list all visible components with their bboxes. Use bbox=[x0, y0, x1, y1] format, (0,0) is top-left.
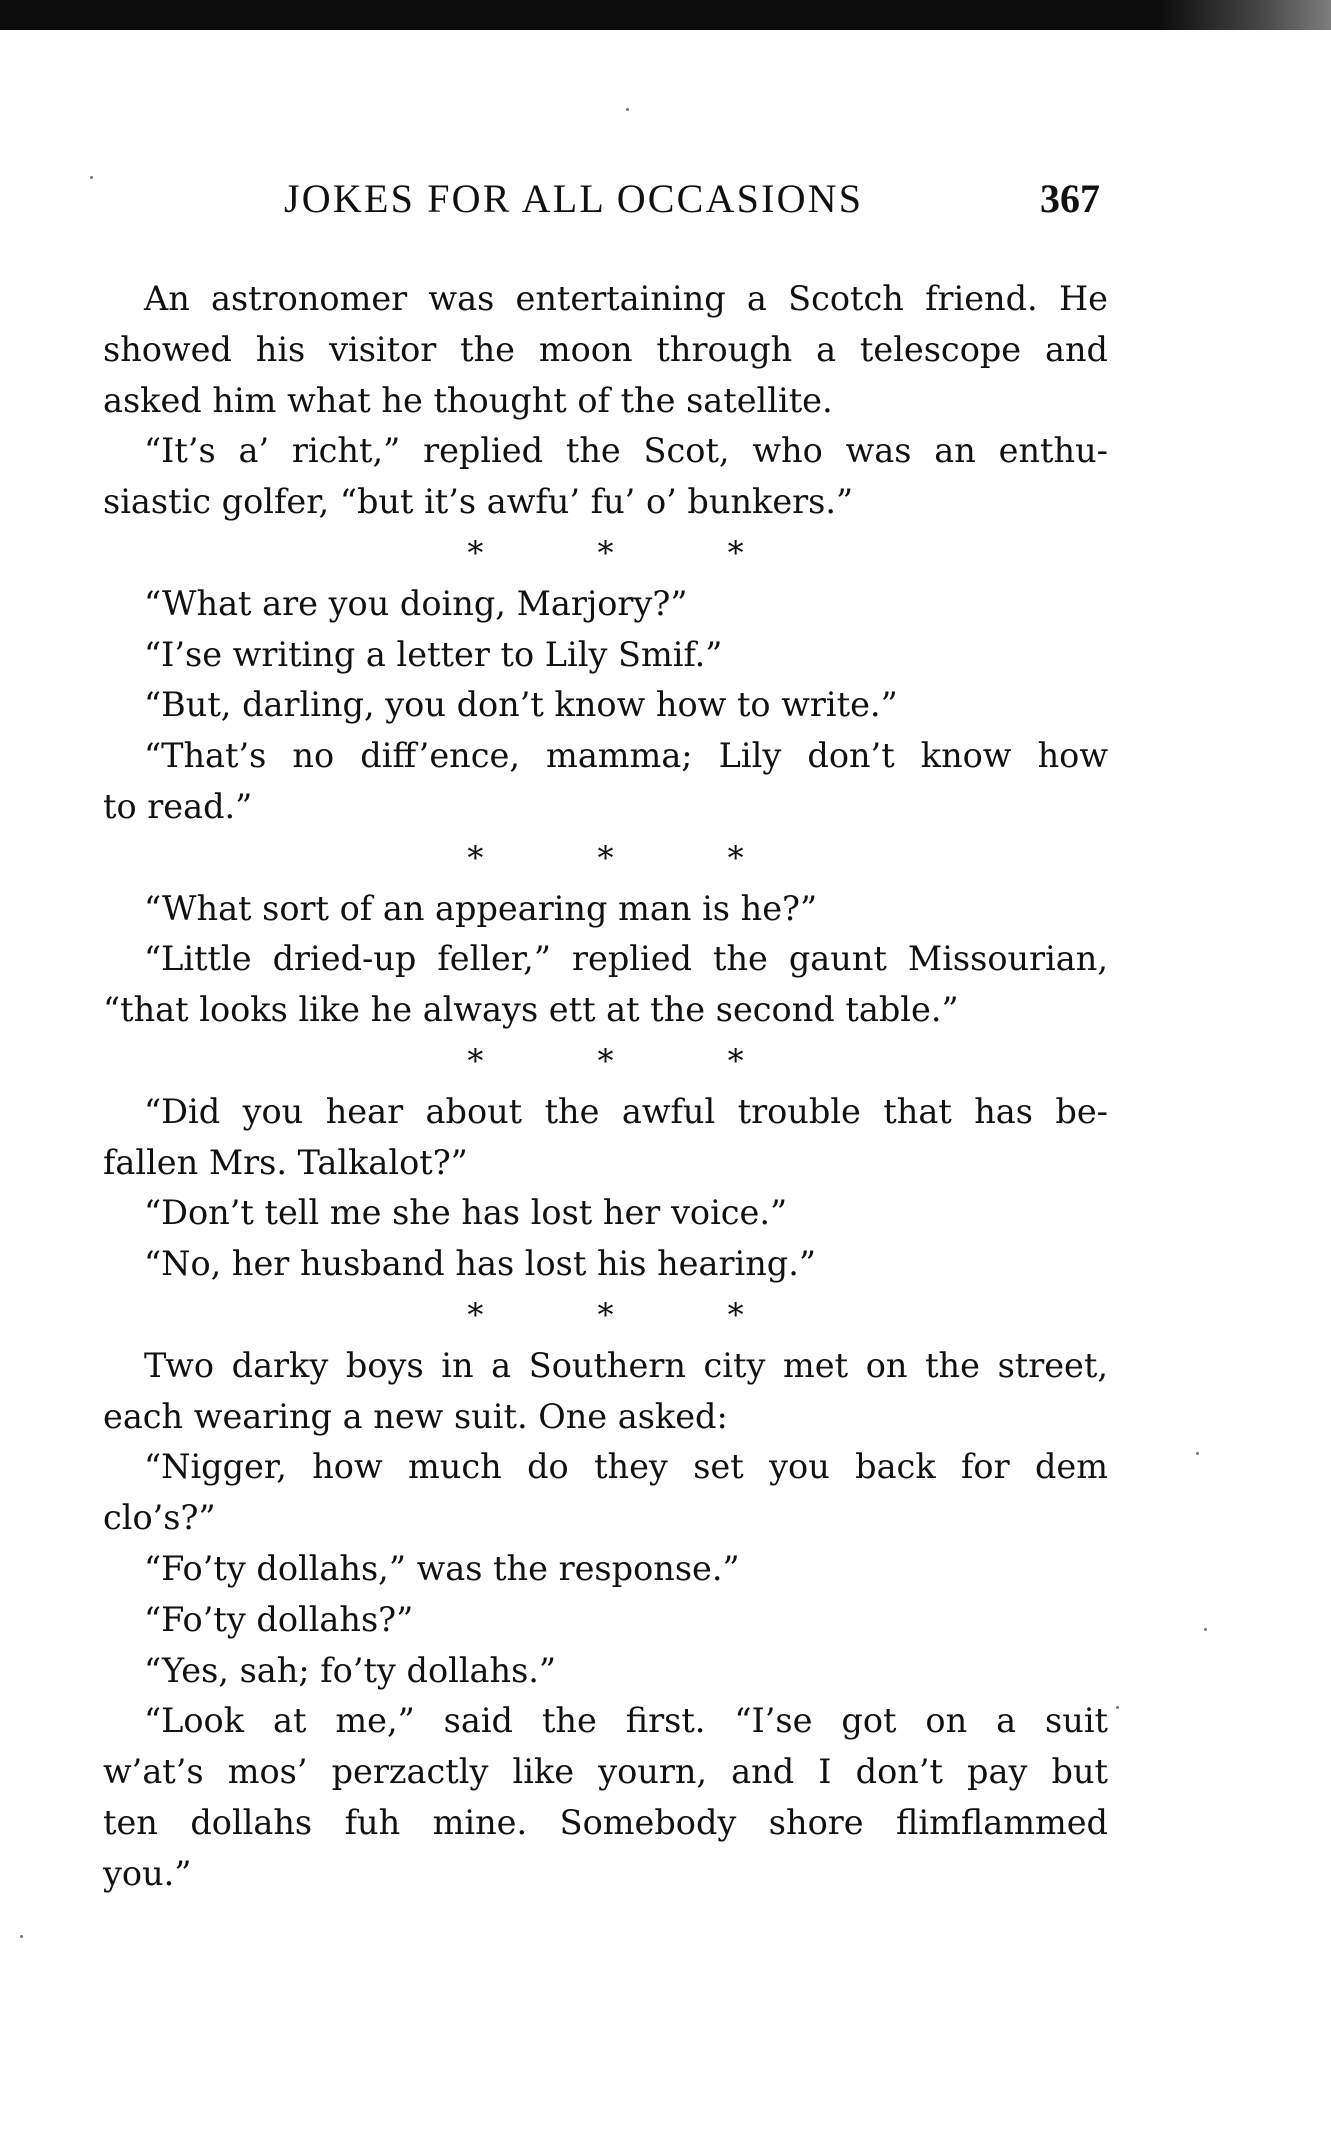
paper-speck bbox=[1196, 1452, 1199, 1455]
text-line: asked him what he thought of the satellite. bbox=[103, 380, 833, 420]
text-line: “Don’t tell me she has lost her voice.” bbox=[144, 1193, 788, 1233]
section-divider: * * * bbox=[467, 838, 796, 877]
text-line: Two darky boys in a Southern city met on the street, bbox=[144, 1345, 1108, 1385]
page-number: 367 bbox=[1040, 176, 1100, 221]
running-head: JOKES FOR ALL OCCASIONS bbox=[284, 176, 864, 221]
text-line: “It’s a’ richt,” replied the Scot, who was an enthu- bbox=[144, 431, 1108, 471]
paper-speck bbox=[1204, 1628, 1207, 1631]
text-line: showed his visitor the moon through a telescope and bbox=[103, 329, 1108, 369]
text-line: “What sort of an appearing man is he?” bbox=[144, 888, 818, 928]
text-line: ten dollahs fuh mine. Somebody shore flimflammed bbox=[103, 1802, 1108, 1842]
text-line: “No, her husband has lost his hearing.” bbox=[144, 1244, 816, 1284]
text-line: fallen Mrs. Talkalot?” bbox=[103, 1142, 468, 1182]
section-divider: * * * bbox=[467, 1041, 796, 1080]
text-line: “Did you hear about the awful trouble that has be- bbox=[144, 1091, 1108, 1131]
text-line: “Yes, sah; fo’ty dollahs.” bbox=[144, 1650, 557, 1690]
text-line: “What are you doing, Marjory?” bbox=[144, 583, 688, 623]
section-divider: * * * bbox=[467, 1295, 796, 1334]
text-line: An astronomer was entertaining a Scotch friend. He bbox=[144, 279, 1108, 318]
text-line: “Look at me,” said the first. “I’se got on a suit bbox=[144, 1701, 1108, 1741]
text-line: each wearing a new suit. One asked: bbox=[103, 1396, 728, 1436]
paper-speck bbox=[90, 176, 93, 179]
paper-speck bbox=[1116, 1706, 1119, 1709]
text-line: “But, darling, you don’t know how to write.” bbox=[144, 685, 898, 725]
text-line: “Little dried-up feller,” replied the gaunt Missourian, bbox=[144, 939, 1108, 979]
paper-speck bbox=[20, 1935, 23, 1938]
text-line: “that looks like he always ett at the second table.” bbox=[103, 990, 959, 1030]
section-divider: * * * bbox=[467, 533, 796, 572]
text-line: “Fo’ty dollahs?” bbox=[144, 1599, 414, 1639]
text-line: you.” bbox=[103, 1853, 192, 1893]
paper-speck bbox=[626, 108, 629, 111]
text-line: “Fo’ty dollahs,” was the response.” bbox=[144, 1548, 740, 1588]
text-line: “I’se writing a letter to Lily Smif.” bbox=[144, 634, 723, 674]
text-line: siastic golfer, “but it’s awfu’ fu’ o’ bunkers.” bbox=[103, 482, 854, 522]
text-line: clo’s?” bbox=[103, 1498, 216, 1538]
page-body bbox=[103, 274, 1108, 1900]
text-line: w’at’s mos’ perzactly like yourn, and I don’t pay but bbox=[103, 1752, 1108, 1792]
text-line: “That’s no diff’ence, mamma; Lily don’t know how bbox=[144, 736, 1108, 776]
text-line: “Nigger, how much do they set you back for dem bbox=[144, 1447, 1108, 1487]
text-line: to read.” bbox=[103, 786, 253, 826]
